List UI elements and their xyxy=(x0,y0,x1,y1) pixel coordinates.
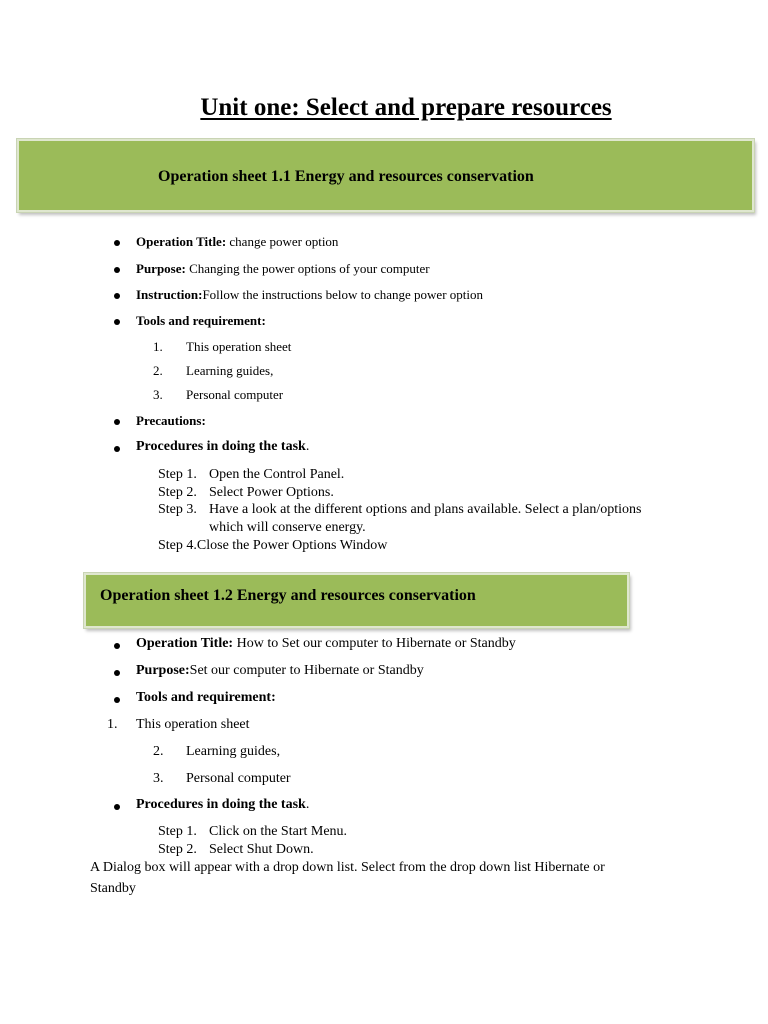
list-item-number: 1. xyxy=(107,717,118,732)
bullet-icon xyxy=(114,804,120,810)
list-item: Learning guides, xyxy=(186,363,274,378)
list-item xyxy=(136,413,206,429)
list-item xyxy=(136,797,309,813)
list-item: This operation sheet xyxy=(186,339,292,354)
step-label: Step 3. xyxy=(158,502,197,517)
step-text-continued: which will conserve energy. xyxy=(209,520,366,535)
list-item-number: 1. xyxy=(153,339,163,354)
bullet-icon xyxy=(114,670,120,676)
list-item xyxy=(136,690,276,706)
bullet-icon xyxy=(114,240,120,246)
bullet-label: Procedures in doing the task xyxy=(136,797,306,812)
step-label: Step 2. xyxy=(158,485,197,500)
bullet-text: . xyxy=(305,797,310,812)
bullet-label: Procedures in doing the task xyxy=(136,439,306,454)
list-item xyxy=(136,636,516,652)
operation-sheet-1-1-title: Operation sheet 1.1 Energy and resources conservation xyxy=(158,168,534,185)
list-item: Personal computer xyxy=(186,771,291,786)
list-item-number: 2. xyxy=(153,744,164,759)
bullet-label: Operation Title: xyxy=(136,234,227,249)
operation-sheet-1-1-header xyxy=(17,139,754,212)
step-text: Select Shut Down. xyxy=(209,842,314,857)
bullet-icon xyxy=(114,419,120,425)
bullet-text: change power option xyxy=(226,234,339,249)
list-item: This operation sheet xyxy=(136,717,250,732)
step-label: Step 4. xyxy=(158,538,197,553)
list-item xyxy=(136,234,338,250)
list-item: Personal computer xyxy=(186,387,284,402)
page-title: Unit one: Select and prepare resources xyxy=(200,94,612,121)
step-text: Select Power Options. xyxy=(209,485,334,500)
bullet-text: Follow the instructions below to change power option xyxy=(202,287,483,302)
bullet-text: . xyxy=(305,439,310,454)
step-label: Step 2. xyxy=(158,842,197,857)
step-label: Step 1. xyxy=(158,824,197,839)
step-text: Have a look at the different options and plans available. Select a plan/options xyxy=(209,502,642,517)
operation-sheet-1-2-title: Operation sheet 1.2 Energy and resources conservation xyxy=(100,587,476,604)
bullet-icon xyxy=(114,643,120,649)
bullet-icon xyxy=(114,267,120,273)
bullet-label: Operation Title: xyxy=(136,636,234,651)
list-item-number: 3. xyxy=(153,771,164,786)
bullet-label: Precautions: xyxy=(136,413,206,428)
bullet-icon xyxy=(114,697,120,703)
bullet-label: Instruction: xyxy=(136,287,203,302)
bullet-text: Set our computer to Hibernate or Standby xyxy=(189,663,424,678)
list-item xyxy=(136,439,309,455)
bullet-icon xyxy=(114,319,120,325)
list-item xyxy=(136,287,483,303)
bullet-icon xyxy=(114,293,120,299)
note-paragraph-line: A Dialog box will appear with a drop down list. Select from the drop down list Hibernate or xyxy=(90,860,605,875)
operation-sheet-1-2-header xyxy=(84,573,629,628)
bullet-icon xyxy=(114,446,120,452)
bullet-label: Purpose: xyxy=(136,261,186,276)
bullet-label: Tools and requirement: xyxy=(136,313,266,328)
list-item-number: 2. xyxy=(153,363,163,378)
bullet-label: Tools and requirement: xyxy=(136,690,276,705)
step-text: Click on the Start Menu. xyxy=(209,824,348,839)
step-label: Step 1. xyxy=(158,467,197,482)
step-text: Open the Control Panel. xyxy=(209,467,345,482)
bullet-text: Changing the power options of your computer xyxy=(185,261,430,276)
step-row xyxy=(158,538,387,554)
list-item xyxy=(136,313,266,329)
list-item: Learning guides, xyxy=(186,744,281,759)
list-item xyxy=(136,261,430,277)
bullet-text: How to Set our computer to Hibernate or Standby xyxy=(233,636,516,651)
bullet-label: Purpose: xyxy=(136,663,190,678)
note-paragraph-line: Standby xyxy=(90,881,136,896)
list-item xyxy=(136,663,424,679)
step-text: Close the Power Options Window xyxy=(196,538,388,553)
list-item-number: 3. xyxy=(153,387,163,402)
